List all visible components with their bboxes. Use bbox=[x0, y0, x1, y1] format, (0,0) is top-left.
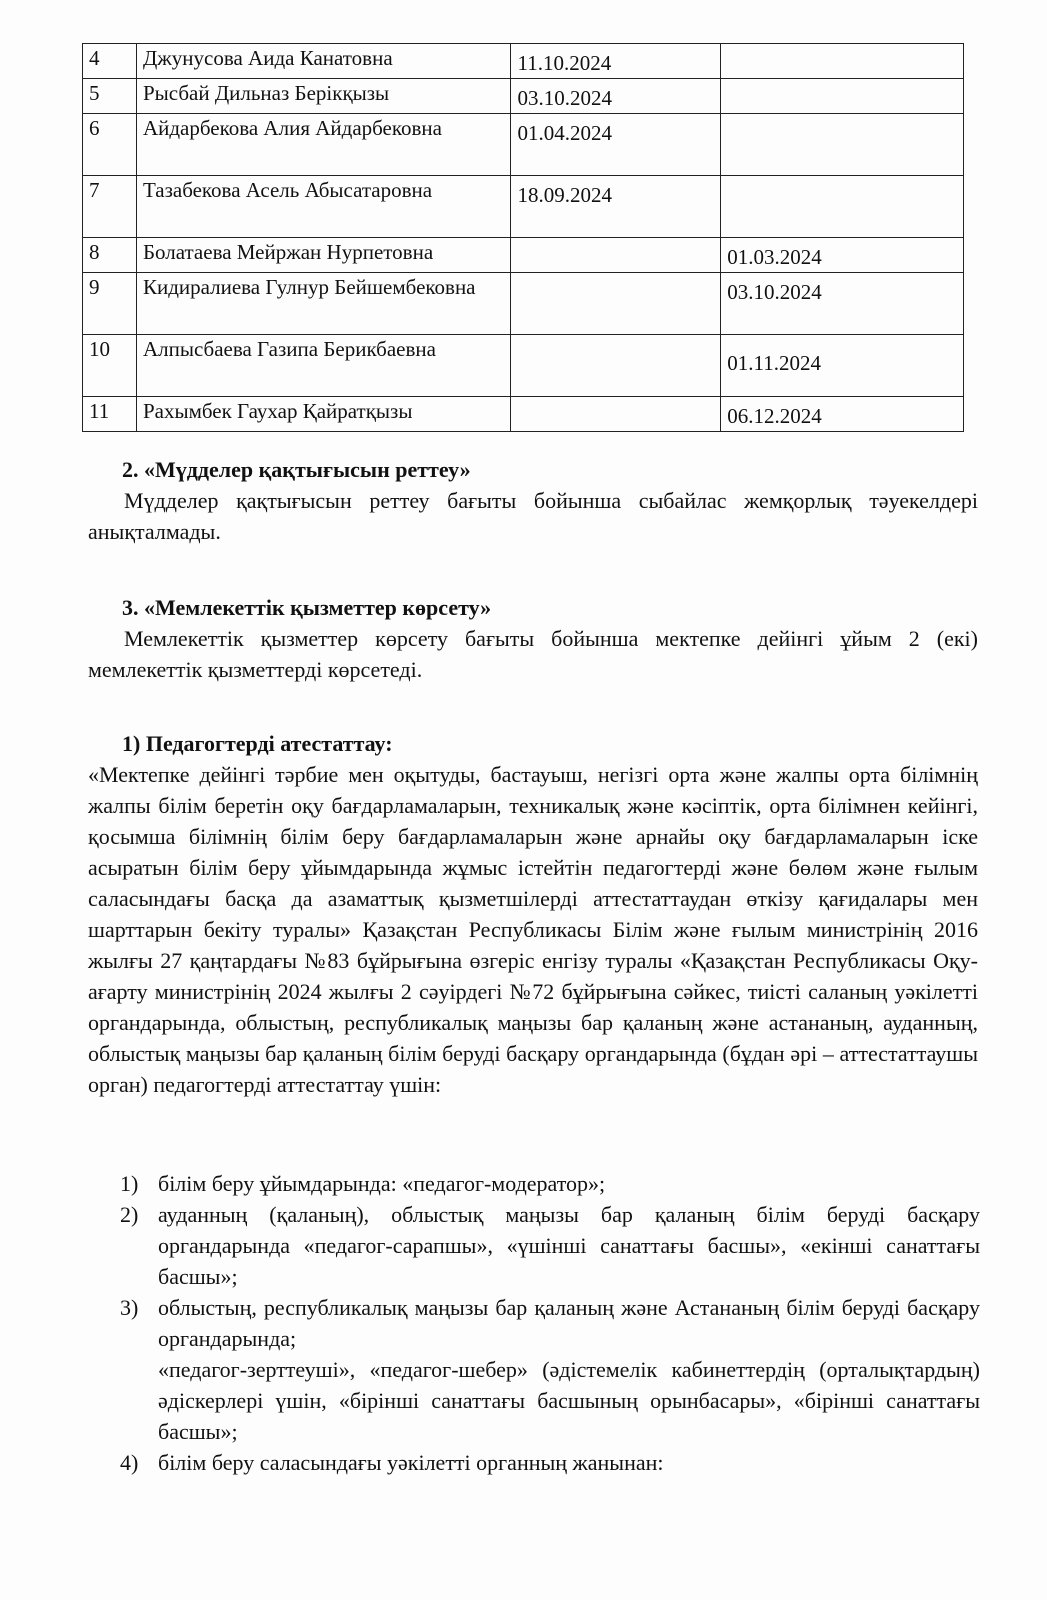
attestation-list bbox=[120, 1168, 980, 1478]
row-date1: 01.04.2024 bbox=[511, 114, 721, 176]
table-row bbox=[83, 79, 964, 114]
row-name: Кидиралиева Гулнур Бейшембековна bbox=[136, 273, 511, 335]
section-2 bbox=[88, 454, 978, 547]
row-date1: 03.10.2024 bbox=[511, 79, 721, 114]
row-name: Айдарбекова Алия Айдарбековна bbox=[136, 114, 511, 176]
section-3 bbox=[88, 592, 978, 685]
list-item-number: 3) bbox=[120, 1295, 139, 1320]
row-number: 11 bbox=[83, 397, 137, 432]
row-date2 bbox=[721, 44, 964, 79]
row-date2 bbox=[721, 79, 964, 114]
list-item-text: білім беру саласындағы уәкілетті органның жанынан: bbox=[158, 1450, 664, 1475]
table-row bbox=[83, 397, 964, 432]
row-name: Болатаева Мейржан Нурпетовна bbox=[136, 238, 511, 273]
row-name: Тазабекова Асель Абысатаровна bbox=[136, 176, 511, 238]
row-date1 bbox=[511, 273, 721, 335]
subsection-1 bbox=[88, 728, 978, 1100]
row-date1: 11.10.2024 bbox=[511, 44, 721, 79]
staff-table bbox=[82, 43, 964, 432]
list-item bbox=[120, 1199, 980, 1292]
row-number: 10 bbox=[83, 335, 137, 397]
list-item-number: 2) bbox=[120, 1202, 139, 1227]
section-2-body: Мүдделер қақтығысын реттеу бағыты бойынша сыбайлас жемқорлық тәуекелдері анықталмады. bbox=[88, 488, 978, 544]
row-number: 8 bbox=[83, 238, 137, 273]
row-name: Алпысбаева Газипа Берикбаевна bbox=[136, 335, 511, 397]
section-3-heading: 3. «Мемлекеттік қызметтер көрсету» bbox=[122, 595, 492, 620]
list-item-number: 1) bbox=[120, 1171, 139, 1196]
row-date2: 01.03.2024 bbox=[721, 238, 964, 273]
list-item-text: білім беру ұйымдарында: «педагог-модератор»; bbox=[158, 1171, 606, 1196]
table-row bbox=[83, 176, 964, 238]
subsection-1-body: «Мектепке дейінгі тәрбие мен оқытуды, бастауыш, негізгі орта және жалпы орта білімнің жалпы білім беретін оқу бағдарламаларын, техникалық және кәсіптік, орта білімнен кейінгі, қосымша білімнің білім беру бағдарламаларын және арнайы оқу бағдарламаларын іске асыратын білім беру ұйымдарында жұмыс істейтін педагогтерді және бөлөм және ғылым саласындағы басқа да азаматтық қызметшілерді аттестаттаудан өткізу қағидалары мен шарттарын бекіту туралы» Қазақстан Республикасы Білім және ғылым министрінің 2016 жылғы 27 қаңтардағы №83 бұйрығына өзгеріс енгізу туралы «Қазақстан Республикасы Оқу-ағарту министрінің 2024 жылғы 2 сәуірдегі №72 бұйрығына сәйкес, тиісті саланың уәкілетті органдарында, облыстың, республикалық маңызы бар қаланың және астананың, ауданның, облыстық маңызы бар қаланың білім беруді басқару органдарында (бұдан әрі – аттестаттаушы орган) педагогтерді аттестаттау үшін: bbox=[88, 762, 978, 1097]
table-row bbox=[83, 335, 964, 397]
row-number: 7 bbox=[83, 176, 137, 238]
list-item-number: 4) bbox=[120, 1450, 139, 1475]
table-row bbox=[83, 44, 964, 79]
row-number: 9 bbox=[83, 273, 137, 335]
row-date2 bbox=[721, 114, 964, 176]
row-name: Рахымбек Гаухар Қайратқызы bbox=[136, 397, 511, 432]
row-date1 bbox=[511, 238, 721, 273]
table-row bbox=[83, 114, 964, 176]
row-date2: 06.12.2024 bbox=[721, 397, 964, 432]
row-number: 4 bbox=[83, 44, 137, 79]
row-date1 bbox=[511, 335, 721, 397]
row-date1 bbox=[511, 397, 721, 432]
row-date2 bbox=[721, 176, 964, 238]
row-name: Джунусова Аида Канатовна bbox=[136, 44, 511, 79]
row-date2: 03.10.2024 bbox=[721, 273, 964, 335]
list-item bbox=[120, 1292, 980, 1447]
section-3-body: Мемлекеттік қызметтер көрсету бағыты бойынша мектепке дейінгі ұйым 2 (екі) мемлекеттік қызметтерді көрсетеді. bbox=[88, 626, 978, 682]
row-date1: 18.09.2024 bbox=[511, 176, 721, 238]
row-date2: 01.11.2024 bbox=[721, 335, 964, 397]
list-item bbox=[120, 1447, 980, 1478]
list-item-text: ауданның (қаланың), облыстық маңызы бар қаланың білім беруді басқару органдарында «педагог-сарапшы», «үшінші санаттағы басшы», «екінші санаттағы басшы»; bbox=[158, 1202, 980, 1289]
table-row bbox=[83, 273, 964, 335]
row-number: 6 bbox=[83, 114, 137, 176]
list-item-text-extra: «педагог-зерттеуші», «педагог-шебер» (әдістемелік кабинеттердің (орталықтардың) әдіскерлері үшін, «бірінші санаттағы басшының орынбасары», «бірінші санаттағы басшы»; bbox=[158, 1357, 980, 1444]
row-number: 5 bbox=[83, 79, 137, 114]
row-name: Рысбай Дильназ Берікқызы bbox=[136, 79, 511, 114]
table-row bbox=[83, 238, 964, 273]
list-item bbox=[120, 1168, 980, 1199]
subsection-1-heading: 1) Педагогтерді атестаттау: bbox=[122, 731, 393, 756]
section-2-heading: 2. «Мүдделер қақтығысын реттеу» bbox=[122, 457, 471, 482]
list-item-text: облыстың, республикалық маңызы бар қаланың және Астананың білім беруді басқару органдарында; bbox=[158, 1295, 980, 1351]
